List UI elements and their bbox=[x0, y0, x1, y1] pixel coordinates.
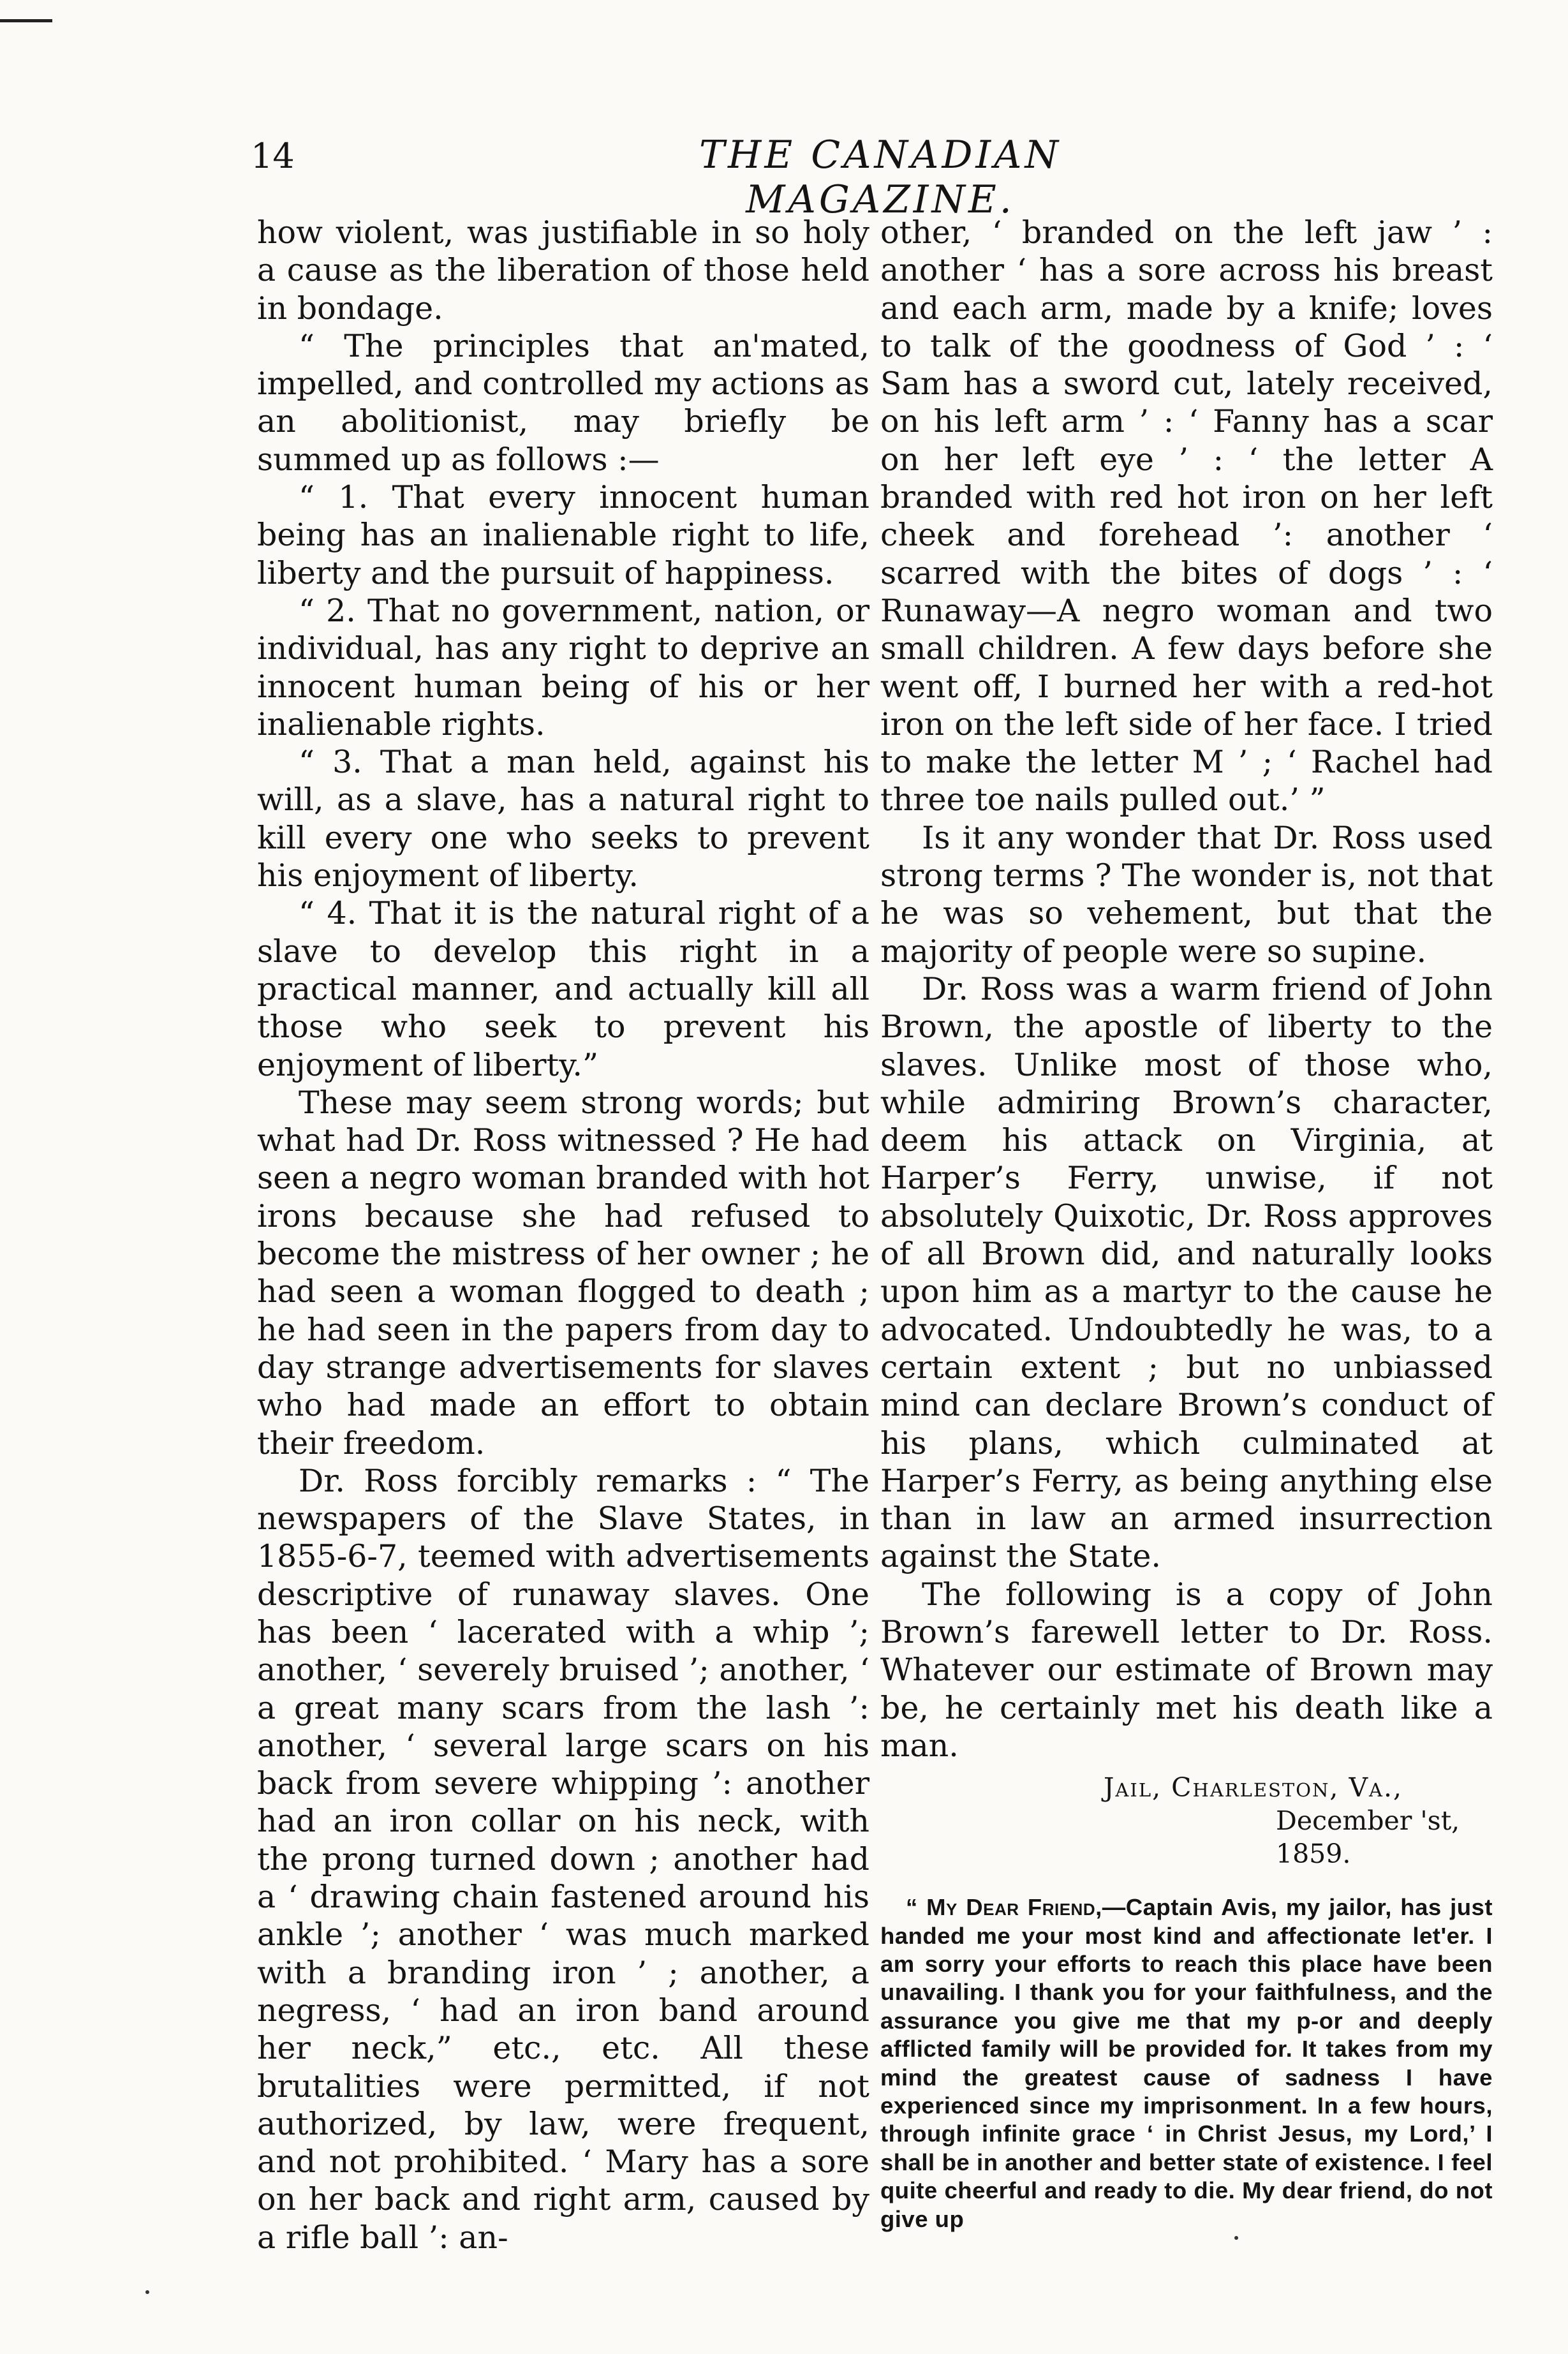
paragraph: other, ‘ branded on the left jaw ’ : another ‘ has a sore across his breast and each arm, made by a knife; loves to talk of the goodness of God ’ : ‘ Sam has a sword cut, lately received, on his left arm ’ : ‘ Fanny has a scar on her left eye ’ : ‘ the letter A branded with red hot iron on her left cheek and forehead ’: another ‘ scarred with the bites of dogs ’ : ‘ Runaway—A negro woman and two small children. A few days before she went off, I burned her with a red-hot iron on the left side of her face. I tried to make the letter M ’ ; ‘ Rachel had three toe nails pulled out.’ ” bbox=[880, 214, 1493, 818]
paragraph: “ 2. That no government, nation, or individual, has any right to deprive an innocent human being of his or her inalienable rights. bbox=[257, 592, 869, 743]
paragraph: how violent, was justifiable in so holy a cause as the liberation of those held in bondage. bbox=[257, 214, 869, 327]
paragraph: Is it any wonder that Dr. Ross used strong terms ? The wonder is, not that he was so vehement, but that the majority of people were so supine. bbox=[880, 819, 1493, 970]
letter-salutation: “ My Dear Friend, bbox=[906, 1894, 1102, 1921]
paragraph: Dr. Ross forcibly remarks : “ The newspapers of the Slave States, in 1855-6-7, teemed with advertisements descriptive of runaway slaves. One has been ‘ lacerated with a whip ’; another, ‘ severely bruised ’; another, ‘ a great many scars from the lash ’: another, ‘ several large scars on his back from severe whipping ’: another had an iron collar on his neck, with the prong turned down ; another had a ‘ drawing chain fastened around his ankle ’; another ‘ was much marked with a branding iron ’ ; another, a negress, ‘ had an iron band around her neck,” etc., etc. All these brutalities were permitted, if not authorized, by law, were frequent, and not prohibited. ‘ Mary has a sore on her back and right arm, caused by a rifle ball ’: an- bbox=[257, 1462, 869, 2256]
letter-body: —Captain Avis, my jailor, has just handed me your most kind and affectionate let'er. I am sorry your efforts to reach this place have been unavailing. I thank you for your faithfulness, and the assurance you give me that my p-or and deeply afflicted family will be provided for. It takes from my mind the greatest cause of sadness I have experienced since my imprisonment. In a few hours, through infinite grace ‘ in Christ Jesus, my Lord,’ I shall be in another and better state of existence. I feel quite cheerful and ready to die. My dear friend, do not give up bbox=[880, 1894, 1493, 2232]
paragraph: “ The principles that an'mated, impelled, and controlled my actions as an abolitionist, may briefly be summed up as follows :— bbox=[257, 327, 869, 478]
paragraph: “ 4. That it is the natural right of a slave to develop this right in a practical manner, and actually kill all those who seek to prevent his enjoyment of liberty.” bbox=[257, 895, 869, 1083]
page-number: 14 bbox=[251, 136, 295, 176]
paragraph: The following is a copy of John Brown’s farewell letter to Dr. Ross. Whatever our estimate of Brown may be, he certainly met his death like a man. bbox=[880, 1576, 1493, 1764]
dateline-place: Jail, Charleston, Va., bbox=[1104, 1772, 1403, 1803]
print-speck bbox=[1234, 2236, 1238, 2240]
letter-text bbox=[880, 1893, 1493, 2233]
page-edge-mark bbox=[0, 19, 52, 22]
paragraph: “ 3. That a man held, against his will, as a slave, has a natural right to kill every one who seeks to prevent his enjoyment of liberty. bbox=[257, 744, 869, 894]
dateline-date: December 'st, 1859. bbox=[1276, 1805, 1460, 1870]
running-title: THE CANADIAN MAGAZINE. bbox=[699, 133, 1061, 222]
paragraph: “ 1. That every innocent human being has an inalienable right to life, liberty and the pursuit of happiness. bbox=[257, 479, 869, 591]
paragraph: Dr. Ross was a warm friend of John Brown, the apostle of liberty to the slaves. Unlike most of those who, while admiring Brown’s character, deem his attack on Virginia, at Harper’s Ferry, unwise, if not absolutely Quixotic, Dr. Ross approves of all Brown did, and naturally looks upon him as a martyr to the cause he advocated. Undoubtedly he was, to a certain extent ; but no unbiassed mind can declare Brown’s conduct of his plans, which culminated at Harper’s Ferry, as being anything else than in law an armed insurrection against the State. bbox=[880, 970, 1493, 1575]
print-speck bbox=[145, 2290, 149, 2294]
paragraph: These may seem strong words; but what had Dr. Ross witnessed ? He had seen a negro woman branded with hot irons because she had refused to become the mistress of her owner ; he had seen a woman flogged to death ; he had seen in the papers from day to day strange advertisements for slaves who had made an effort to obtain their freedom. bbox=[257, 1084, 869, 1462]
left-column bbox=[257, 214, 869, 2256]
letter-dateline bbox=[880, 1771, 1493, 1870]
right-column bbox=[880, 214, 1493, 2233]
